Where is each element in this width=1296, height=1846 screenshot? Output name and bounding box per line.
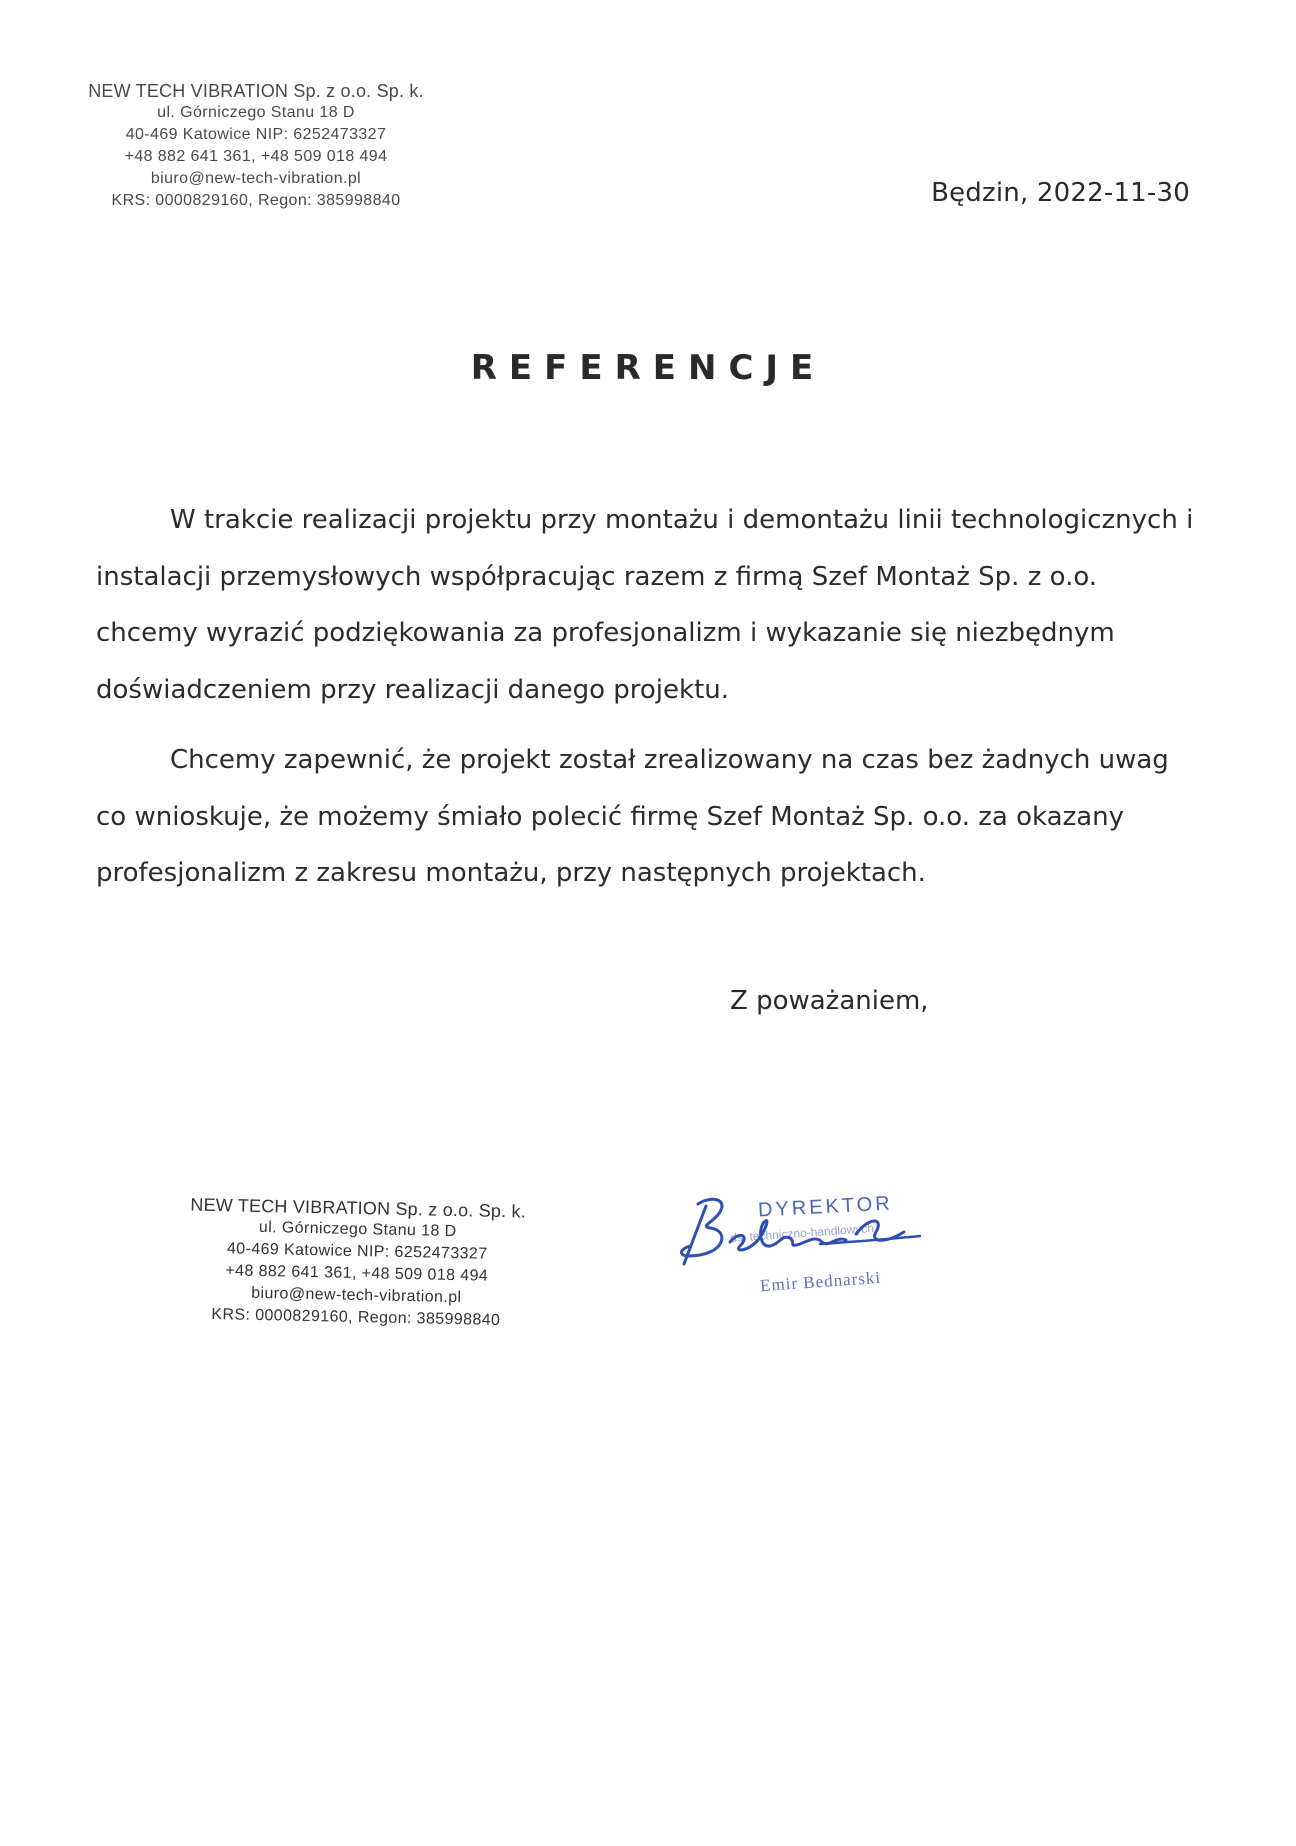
stamp-phones: +48 882 641 361, +48 509 018 494 [124,148,388,165]
paragraph-text: Chcemy zapewnić, że projekt został zrealizowany na czas bez żadnych uwag co wnioskuje, że możemy śmiało polecić firmę Szef Montaż Sp. o.o. za okazany profesjonalizm z zakresu montażu, przy następnych projektach. [96,745,1169,888]
body-paragraph [96,732,1206,902]
letter-date: Będzin, 2022-11-30 [931,178,1190,208]
body-paragraph [96,492,1206,718]
stamp-street: ul. Górniczego Stanu 18 D [258,1218,457,1241]
signature-stamp-subtitle: ds. techniczno-handlowych [729,1220,875,1246]
stamp-city-nip: 40-469 Katowice NIP: 6252473327 [226,1240,488,1263]
company-stamp-header [76,80,436,212]
stamp-city-nip: 40-469 Katowice NIP: 6252473327 [125,126,387,143]
company-stamp-footer [171,1193,544,1333]
stamp-registry: KRS: 0000829160, Regon: 385998840 [211,1305,501,1330]
stamp-company-name: NEW TECH VIBRATION Sp. z o.o. Sp. k. [88,81,424,101]
signature-stamp-name: Emir Bednarski [759,1267,882,1296]
handwritten-signature [670,1186,970,1276]
stamp-email: biuro@new-tech-vibration.pl [251,1284,462,1307]
stamp-street: ul. Górniczego Stanu 18 D [157,104,355,121]
stamp-company-name: NEW TECH VIBRATION Sp. z o.o. Sp. k. [190,1194,527,1222]
stamp-email: biuro@new-tech-vibration.pl [150,170,362,187]
letter-body [96,492,1206,902]
stamp-registry: KRS: 0000829160, Regon: 385998840 [111,192,401,209]
signature-block [670,1186,970,1306]
document-title: REFERENCJE [470,348,826,388]
paragraph-text: W trakcie realizacji projektu przy montażu i demontażu linii technologicznych i instalacji przemysłowych współpracując razem z firmą Szef Montaż Sp. z o.o. chcemy wyrazić podziękowania za profesjonalizm i wykazanie się niezbędnym doświadczeniem przy realizacji danego projektu. [96,505,1194,705]
stamp-phones: +48 882 641 361, +48 509 018 494 [225,1262,489,1285]
closing-salutation: Z poważaniem, [730,986,929,1016]
signature-stamp-title: DYREKTOR [757,1192,894,1222]
